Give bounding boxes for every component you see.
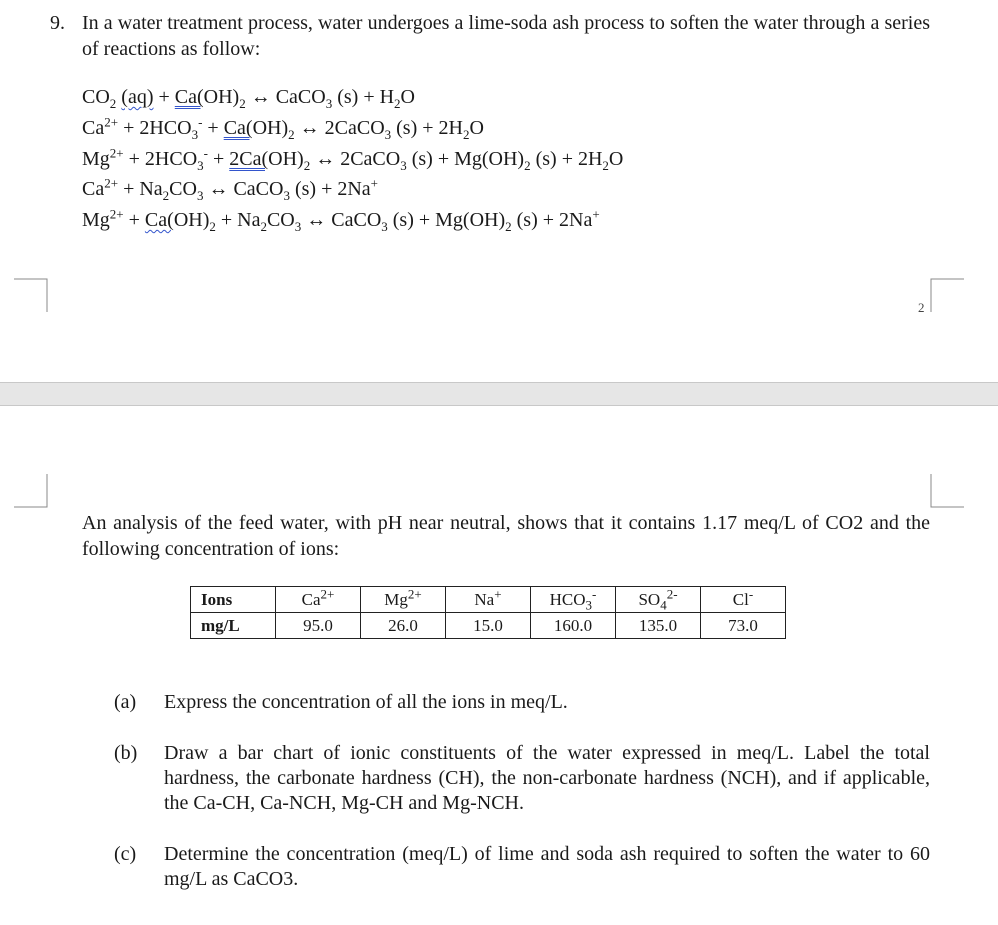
ion-mg: $Mg^{2+}$ xyxy=(361,587,446,613)
crop-mark-top-left xyxy=(14,474,48,508)
ion-hco3: $HCO_3^-$ xyxy=(531,587,616,613)
row-header: mg/L xyxy=(191,613,276,639)
table-cell: 73.0 xyxy=(701,613,786,639)
page-number: 2 xyxy=(918,300,925,315)
part-text: Determine the concentration (meq/L) of lime and soda ash required to soften the water to 60 mg/L as CaCO3. xyxy=(164,843,930,890)
ion-na: Na+ xyxy=(446,587,531,613)
ion-concentration-table xyxy=(190,586,786,639)
question-intro: In a water treatment process, water undergoes a lime-soda ash process to soften the water through a series of reactions as follow: xyxy=(82,12,930,60)
table-cell: 135.0 xyxy=(616,613,701,639)
row-header: Ions xyxy=(191,587,276,613)
table-cell: 26.0 xyxy=(361,613,446,639)
crop-mark-top-right xyxy=(930,474,964,508)
equation-5: $Mg^{2+} + Ca(OH)_2 + Na_2CO_3$ ↔ CaCO$_3$ $(s) + Mg(OH)_2$ (s) + 2Na+ xyxy=(82,206,600,234)
crop-mark-bottom-right xyxy=(930,278,964,312)
part-label: (b) xyxy=(114,742,138,764)
table-row xyxy=(191,587,786,613)
crop-mark-bottom-left xyxy=(14,278,48,312)
table-cell: 95.0 xyxy=(276,613,361,639)
table-cell: 15.0 xyxy=(446,613,531,639)
table-cell: 160.0 xyxy=(531,613,616,639)
part-label: (a) xyxy=(114,691,137,713)
question-number: 9. xyxy=(50,12,65,34)
part-text: Express the concentration of all the ions in meq/L. xyxy=(164,691,568,713)
equation-2: $Ca^{2+} + 2HCO_3^- + Ca(OH)_2$ ↔ 2CaCO$_3$ $(s) + 2H_2O$ xyxy=(82,114,484,142)
part-label: (c) xyxy=(114,843,137,865)
ion-ca: $Ca^{2+}$ xyxy=(276,587,361,613)
ion-cl: Cl- xyxy=(701,587,786,613)
equation-1: $CO_2$ $(aq) + Ca(OH)_2$ ↔ CaCO$_3$ $(s) + H_2O$ xyxy=(82,86,415,111)
table-row xyxy=(191,613,786,639)
part-text: Draw a bar chart of ionic constituents of the water expressed in meq/L. Label the total hardness, the carbonate hardness (CH), the non-carbonate hardness (NCH), and if applicable, the Ca-CH, Ca-NCH, Mg-CH and Mg-NCH. xyxy=(164,742,930,814)
equation-3: $Mg^{2+} + 2HCO_3^- + 2Ca(OH)_2$ ↔ 2CaCO$_3$ $(s) + Mg(OH)_2$ $(s) + 2H_2O$ xyxy=(82,145,624,173)
equation-4: $Ca^{2+} + Na_2CO_3$ ↔ CaCO$_3$ (s) + 2Na+ xyxy=(82,175,379,203)
page-separator xyxy=(0,382,998,406)
ion-so4: $SO_4^{2-}$ xyxy=(616,587,701,613)
analysis-paragraph: An analysis of the feed water, with pH near neutral, shows that it contains 1.17 meq/L of CO2 and the following concentration of ions: xyxy=(82,512,930,560)
